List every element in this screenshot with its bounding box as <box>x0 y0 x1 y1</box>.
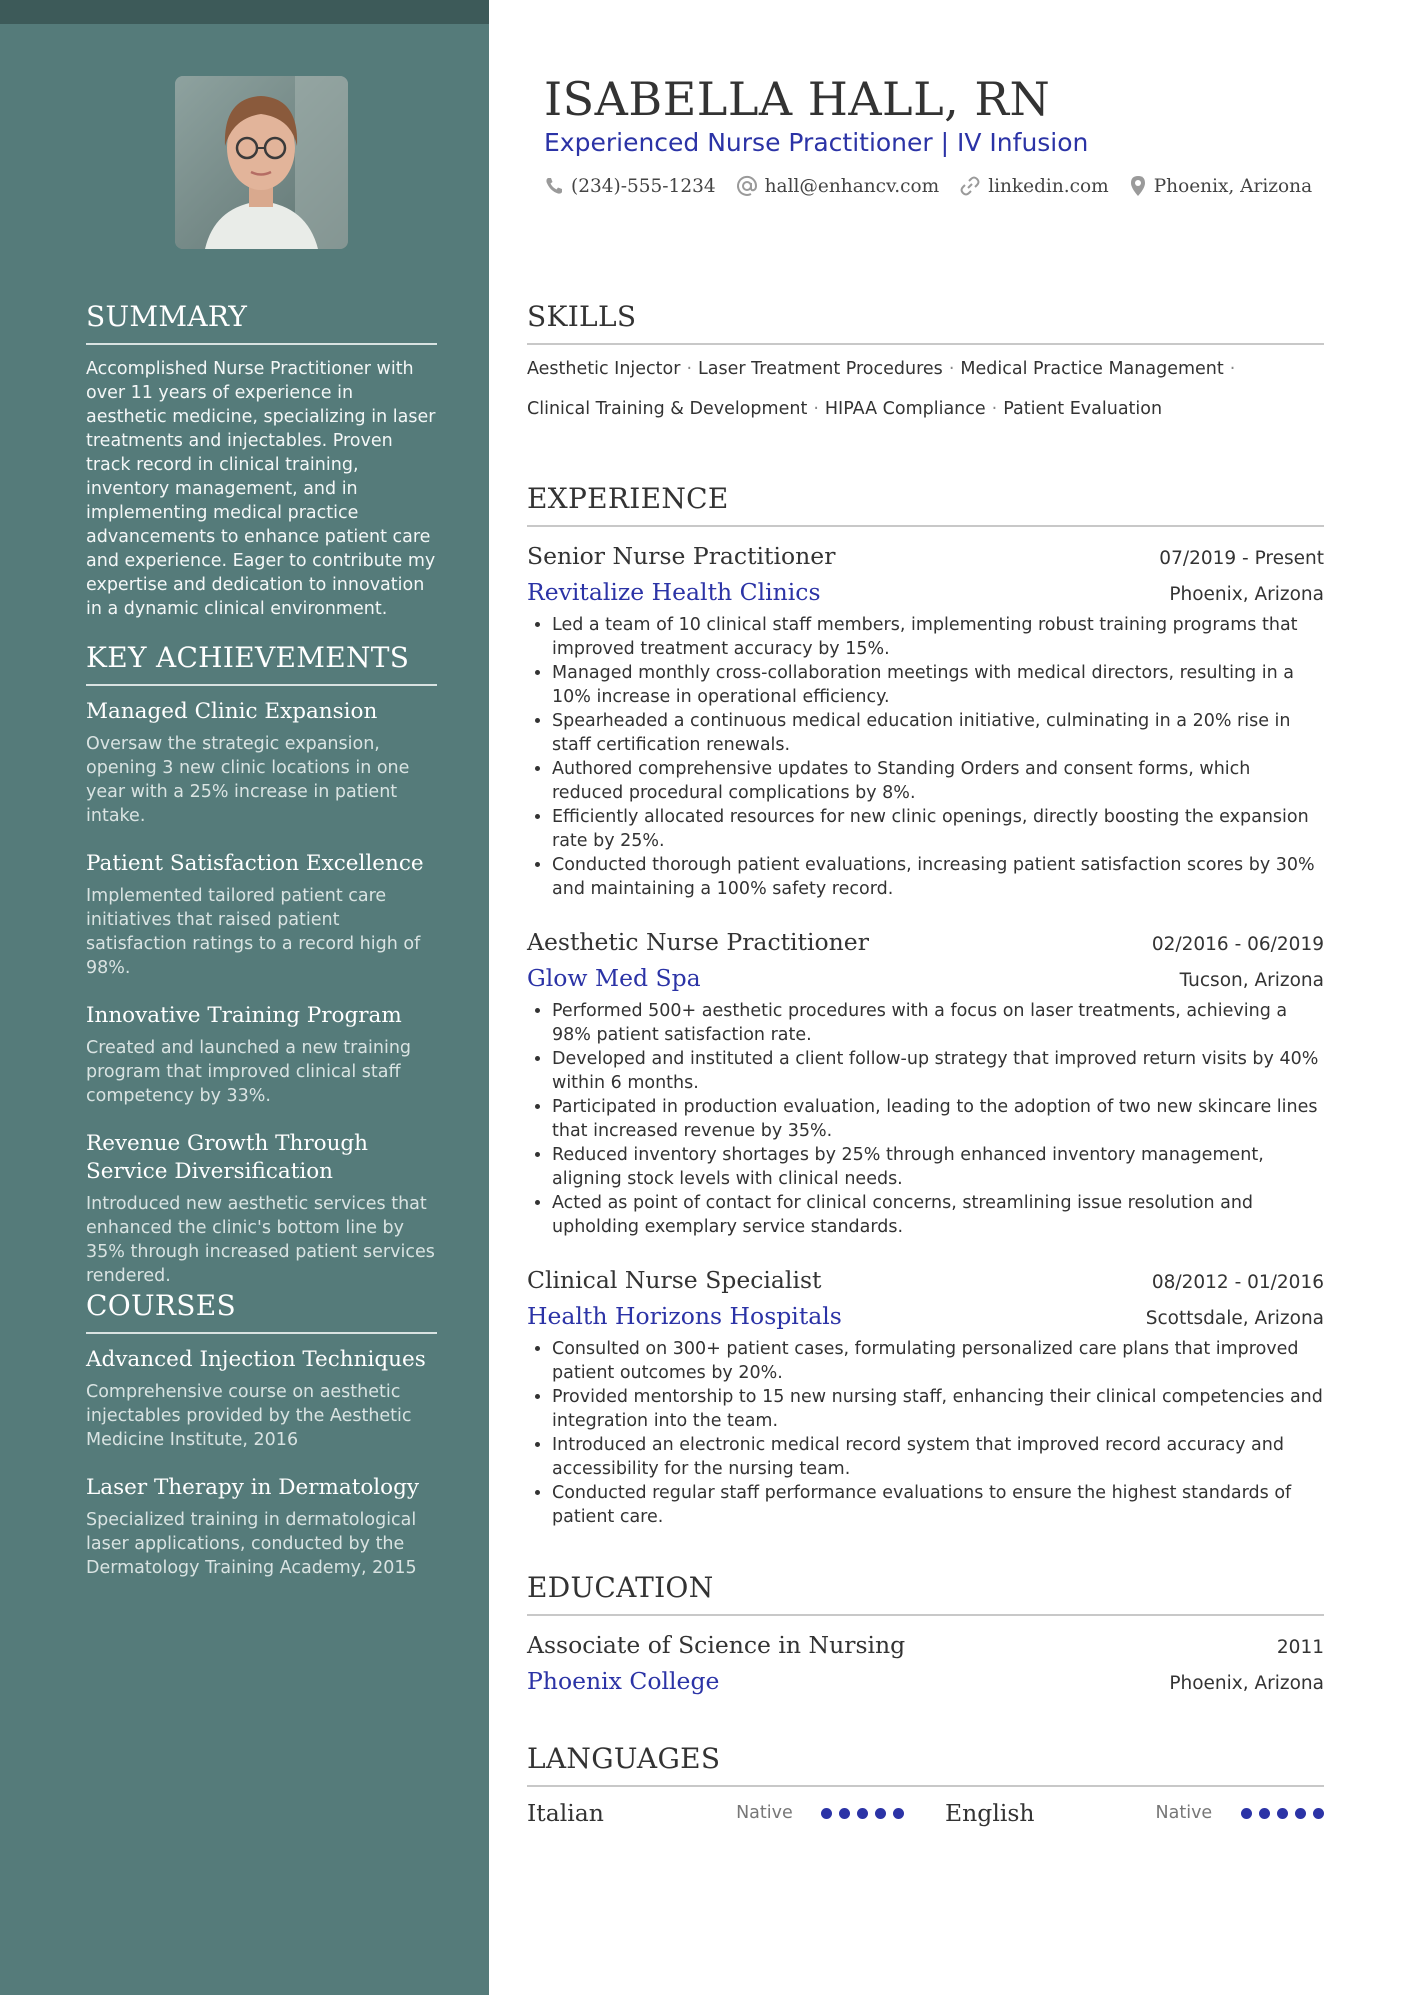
job-entry <box>527 1263 1324 1529</box>
skill-tag: Clinical Training & Development <box>527 399 808 419</box>
rating-dot <box>893 1808 904 1819</box>
skills-line-2 <box>527 397 1324 421</box>
job-bullet: • Performed 500+ aesthetic procedures with a focus on laser treatments, achieving a 98% patient satisfaction rate. <box>552 999 1324 1047</box>
contact-location <box>1129 175 1312 197</box>
skill-tag: Aesthetic Injector <box>527 359 681 379</box>
rating-dot <box>821 1808 832 1819</box>
language-name: Italian <box>527 1799 604 1827</box>
job-bullet: • Participated in production evaluation, leading to the adoption of two new skincare lines that increased revenue by 35%. <box>552 1095 1324 1143</box>
summary-section <box>86 300 437 621</box>
achievement-title: Innovative Training Program <box>86 1003 402 1028</box>
at-icon <box>736 175 758 197</box>
job-dates: 02/2016 - 06/2019 <box>1151 934 1324 955</box>
education-degree: Associate of Science in Nursing <box>527 1631 906 1659</box>
skills-line-1 <box>527 357 1324 381</box>
course-title: Advanced Injection Techniques <box>86 1347 426 1372</box>
job-bullet: • Spearheaded a continuous medical education initiative, culminating in a 20% rise in staff certification renewals. <box>552 709 1324 757</box>
experience-section <box>527 482 1324 1553</box>
experience-title: EXPERIENCE <box>527 482 1324 527</box>
rating-dot <box>875 1808 886 1819</box>
job-bullet: • Managed monthly cross-collaboration meetings with medical directors, resulting in a 10% increase in operational efficiency. <box>552 661 1324 709</box>
job-role: Clinical Nurse Specialist <box>527 1266 822 1294</box>
courses-title: COURSES <box>86 1289 437 1334</box>
contact-email-text: hall@enhancv.com <box>764 175 940 197</box>
skill-separator: · <box>948 359 955 379</box>
job-bullet: • Developed and instituted a client follow-up strategy that improved return visits by 40% within 6 months. <box>552 1047 1324 1095</box>
job-bullet: • Conducted thorough patient evaluations, increasing patient satisfaction scores by 30% and maintaining a 100% safety record. <box>552 853 1324 901</box>
job-bullet: • Consulted on 300+ patient cases, formulating personalized care plans that improved patient outcomes by 20%. <box>552 1337 1324 1385</box>
education-location: Phoenix, Arizona <box>1169 1673 1324 1694</box>
candidate-title: Experienced Nurse Practitioner | IV Infusion <box>544 128 1089 157</box>
rating-dot <box>1241 1808 1252 1819</box>
achievement-title: Revenue Growth Through Service Diversification <box>86 1131 369 1184</box>
job-bullet: • Efficiently allocated resources for new clinic openings, directly boosting the expansion rate by 25%. <box>552 805 1324 853</box>
job-company[interactable]: Revitalize Health Clinics <box>527 578 821 606</box>
course-item <box>86 1346 437 1452</box>
job-entry <box>527 925 1324 1239</box>
skill-tag: HIPAA Compliance <box>824 399 986 419</box>
rating-dot <box>1259 1808 1270 1819</box>
course-desc: Specialized training in dermatological laser applications, conducted by the Dermatology Training Academy, 2015 <box>86 1510 417 1578</box>
sidebar <box>0 0 489 1995</box>
language-rating <box>1234 1808 1324 1819</box>
course-desc: Comprehensive course on aesthetic injectables provided by the Aesthetic Medicine Institute, 2016 <box>86 1382 412 1450</box>
profile-photo <box>175 76 348 249</box>
job-dates: 07/2019 - Present <box>1159 548 1324 569</box>
job-bullet: • Introduced an electronic medical record system that improved record accuracy and accessibility for the nursing team. <box>552 1433 1324 1481</box>
education-section <box>527 1571 1324 1700</box>
achievement-desc: Implemented tailored patient care initiatives that raised patient satisfaction ratings to a record high of 98%. <box>86 886 421 978</box>
language-name: English <box>945 1799 1035 1827</box>
job-role: Aesthetic Nurse Practitioner <box>527 928 869 956</box>
language-level: Native <box>736 1803 793 1823</box>
link-icon <box>959 175 981 197</box>
candidate-name: ISABELLA HALL, RN <box>544 72 1051 126</box>
course-title: Laser Therapy in Dermatology <box>86 1475 420 1500</box>
languages-title: LANGUAGES <box>527 1742 1324 1787</box>
job-location: Tucson, Arizona <box>1179 970 1324 991</box>
rating-dot <box>1295 1808 1306 1819</box>
language-item <box>904 1799 1324 1827</box>
skill-separator: · <box>1229 359 1236 379</box>
languages-section <box>527 1742 1324 1827</box>
skill-separator: · <box>686 359 693 379</box>
language-level: Native <box>1155 1803 1213 1823</box>
achievements-section <box>86 641 437 1310</box>
phone-icon <box>544 176 564 196</box>
courses-section <box>86 1289 437 1602</box>
skill-tag: Patient Evaluation <box>1003 399 1163 419</box>
achievement-desc: Created and launched a new training program that improved clinical staff competency by 33%. <box>86 1038 412 1106</box>
achievement-desc: Oversaw the strategic expansion, opening 3 new clinic locations in one year with a 25% increase in patient intake. <box>86 734 410 826</box>
achievement-item <box>86 1130 437 1288</box>
skill-tag: Medical Practice Management <box>960 359 1224 379</box>
job-location: Phoenix, Arizona <box>1169 584 1324 605</box>
portrait-image <box>175 76 348 249</box>
achievement-title: Patient Satisfaction Excellence <box>86 851 424 876</box>
contact-phone[interactable] <box>544 176 716 197</box>
achievement-item <box>86 698 437 828</box>
language-item <box>527 1799 904 1827</box>
job-bullets <box>527 999 1324 1239</box>
achievements-title: KEY ACHIEVEMENTS <box>86 641 437 686</box>
rating-dot <box>839 1808 850 1819</box>
job-bullet: • Acted as point of contact for clinical concerns, streamlining issue resolution and upholding exemplary service standards. <box>552 1191 1324 1239</box>
skill-separator: · <box>991 399 998 419</box>
language-rating <box>814 1808 904 1819</box>
job-entry <box>527 539 1324 901</box>
achievement-desc: Introduced new aesthetic services that enhanced the clinic's bottom line by 35% through increased patient services rendered. <box>86 1194 435 1286</box>
job-bullets <box>527 613 1324 901</box>
education-title: EDUCATION <box>527 1571 1324 1616</box>
rating-dot <box>1277 1808 1288 1819</box>
contact-email[interactable] <box>736 175 940 197</box>
job-dates: 08/2012 - 01/2016 <box>1151 1272 1324 1293</box>
education-year: 2011 <box>1276 1637 1324 1658</box>
rating-dot <box>857 1808 868 1819</box>
contact-linkedin-text: linkedin.com <box>988 175 1109 197</box>
skills-section <box>527 300 1324 437</box>
skill-tag: Laser Treatment Procedures <box>698 359 943 379</box>
education-school[interactable]: Phoenix College <box>527 1667 720 1695</box>
languages-row <box>527 1799 1324 1827</box>
job-bullets <box>527 1337 1324 1529</box>
location-pin-icon <box>1129 175 1147 197</box>
job-bullet: • Provided mentorship to 15 new nursing staff, enhancing their clinical competencies and integration into the team. <box>552 1385 1324 1433</box>
contact-linkedin[interactable] <box>959 175 1109 197</box>
sidebar-top-bar <box>0 0 489 24</box>
contact-bar <box>544 175 1332 197</box>
job-location: Scottsdale, Arizona <box>1145 1308 1324 1329</box>
achievement-item <box>86 1002 437 1108</box>
rating-dot <box>1313 1808 1324 1819</box>
job-company[interactable]: Glow Med Spa <box>527 964 701 992</box>
job-bullet: • Reduced inventory shortages by 25% through enhanced inventory management, aligning stock levels with clinical needs. <box>552 1143 1324 1191</box>
course-item <box>86 1474 437 1580</box>
skill-separator: · <box>813 399 819 419</box>
achievement-item <box>86 850 437 980</box>
skills-title: SKILLS <box>527 300 1324 345</box>
job-company[interactable]: Health Horizons Hospitals <box>527 1302 842 1330</box>
contact-phone-text: (234)-555-1234 <box>571 175 716 197</box>
summary-text: Accomplished Nurse Practitioner with over 11 years of experience in aesthetic medicine, specializing in laser treatments and injectables. Proven track record in clinical training, inventory management, and in implementing medical practice advancements to enhance patient care and experience. Eager to contribute my expertise and dedication to innovation in a dynamic clinical environment. <box>86 359 436 619</box>
contact-location-text: Phoenix, Arizona <box>1153 175 1313 197</box>
job-role: Senior Nurse Practitioner <box>527 542 836 570</box>
job-bullet: • Authored comprehensive updates to Standing Orders and consent forms, which reduced procedural complications by 8%. <box>552 757 1324 805</box>
achievement-title: Managed Clinic Expansion <box>86 699 378 724</box>
summary-title: SUMMARY <box>86 300 437 345</box>
job-bullet: • Led a team of 10 clinical staff members, implementing robust training programs that improved treatment accuracy by 15%. <box>552 613 1324 661</box>
job-bullet: • Conducted regular staff performance evaluations to ensure the highest standards of patient care. <box>552 1481 1324 1529</box>
